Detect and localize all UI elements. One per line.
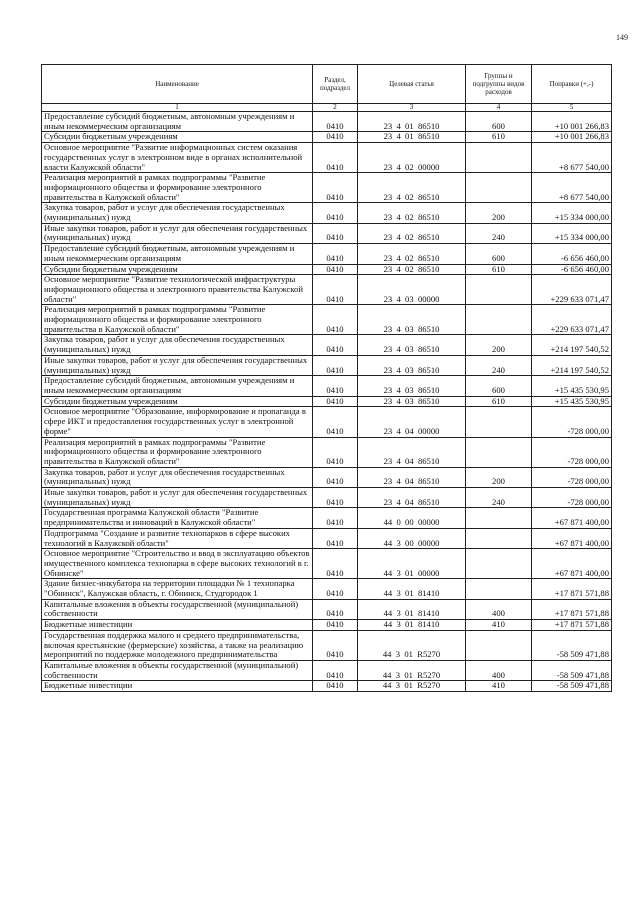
- cell-group: [466, 579, 532, 599]
- cell-section: 0410: [313, 620, 358, 631]
- cell-amount: -6 656 460,00: [532, 264, 612, 275]
- cell-group: 400: [466, 660, 532, 680]
- cell-group: [466, 508, 532, 528]
- cell-name: Иные закупки товаров, работ и услуг для обеспечения государственных (муниципальных) нужд: [42, 355, 313, 375]
- cell-section: 0410: [313, 223, 358, 243]
- cell-group: [466, 407, 532, 437]
- table-row: [42, 112, 612, 132]
- cell-name: Государственная программа Калужской области "Развитие предпринимательства и инноваций в Калужской области": [42, 508, 313, 528]
- cell-name: Капитальные вложения в объекты государственной (муниципальной) собственности: [42, 599, 313, 619]
- cell-group: [466, 528, 532, 548]
- cell-target: 23 4 03 86510: [358, 305, 466, 335]
- cell-amount: -728 000,00: [532, 467, 612, 487]
- table-row: [42, 630, 612, 660]
- table-row: [42, 335, 612, 355]
- table-row: [42, 660, 612, 680]
- cell-amount: +67 871 400,00: [532, 549, 612, 579]
- table-body: [42, 112, 612, 692]
- cell-amount: +10 001 266,83: [532, 132, 612, 143]
- table-row: [42, 508, 612, 528]
- cell-section: 0410: [313, 528, 358, 548]
- cell-target: 23 4 01 86510: [358, 112, 466, 132]
- cell-target: 23 4 03 00000: [358, 275, 466, 305]
- cell-target: 23 4 04 86510: [358, 488, 466, 508]
- cell-name: Закупка товаров, работ и услуг для обеспечения государственных (муниципальных) нужд: [42, 335, 313, 355]
- cell-section: 0410: [313, 681, 358, 692]
- cell-amount: +8 677 540,00: [532, 173, 612, 203]
- cell-target: 44 0 00 00000: [358, 508, 466, 528]
- cell-amount: +8 677 540,00: [532, 143, 612, 173]
- cell-target: 23 4 02 86510: [358, 223, 466, 243]
- column-number: 2: [313, 104, 358, 112]
- cell-section: 0410: [313, 467, 358, 487]
- page-number: 149: [616, 33, 628, 42]
- cell-amount: +15 435 530,95: [532, 396, 612, 407]
- cell-amount: +17 871 571,88: [532, 599, 612, 619]
- header-section: Раздел, подраздел: [313, 65, 358, 104]
- cell-group: 200: [466, 203, 532, 223]
- cell-amount: +67 871 400,00: [532, 528, 612, 548]
- header-target: Целевая статья: [358, 65, 466, 104]
- cell-section: 0410: [313, 660, 358, 680]
- cell-section: 0410: [313, 407, 358, 437]
- cell-section: 0410: [313, 244, 358, 264]
- cell-name: Иные закупки товаров, работ и услуг для обеспечения государственных (муниципальных) нужд: [42, 223, 313, 243]
- table-row: [42, 620, 612, 631]
- budget-amendments-table: [41, 64, 612, 692]
- table-row: [42, 275, 612, 305]
- cell-group: 600: [466, 244, 532, 264]
- cell-amount: +10 001 266,83: [532, 112, 612, 132]
- column-number: 5: [532, 104, 612, 112]
- cell-target: 23 4 02 00000: [358, 143, 466, 173]
- table-row: [42, 132, 612, 143]
- table-row: [42, 173, 612, 203]
- table-row: [42, 264, 612, 275]
- cell-target: 44 3 01 R5270: [358, 681, 466, 692]
- cell-section: 0410: [313, 355, 358, 375]
- cell-group: 400: [466, 599, 532, 619]
- cell-amount: +15 334 000,00: [532, 223, 612, 243]
- cell-section: 0410: [313, 376, 358, 396]
- cell-target: 23 4 04 86510: [358, 437, 466, 467]
- cell-section: 0410: [313, 143, 358, 173]
- cell-name: Основное мероприятие "Строительство и ввод в эксплуатацию объектов имущественного комплекса технопарка в сфере высоких технологий в г. Обнинске": [42, 549, 313, 579]
- cell-amount: +15 334 000,00: [532, 203, 612, 223]
- cell-amount: +214 197 540,52: [532, 355, 612, 375]
- cell-name: Предоставление субсидий бюджетным, автономным учреждениям и иным некоммерческим организациям: [42, 112, 313, 132]
- table-row: [42, 244, 612, 264]
- cell-amount: +17 871 571,88: [532, 620, 612, 631]
- cell-section: 0410: [313, 599, 358, 619]
- table-row: [42, 355, 612, 375]
- table-row: [42, 488, 612, 508]
- header-amendment: Поправки (+,-): [532, 65, 612, 104]
- cell-amount: -728 000,00: [532, 437, 612, 467]
- cell-group: 200: [466, 467, 532, 487]
- cell-section: 0410: [313, 488, 358, 508]
- header-name: Наименование: [42, 65, 313, 104]
- cell-section: 0410: [313, 275, 358, 305]
- column-number: 1: [42, 104, 313, 112]
- cell-group: 610: [466, 264, 532, 275]
- cell-target: 44 3 01 81410: [358, 620, 466, 631]
- cell-section: 0410: [313, 203, 358, 223]
- cell-name: Закупка товаров, работ и услуг для обеспечения государственных (муниципальных) нужд: [42, 203, 313, 223]
- cell-target: 23 4 02 86510: [358, 203, 466, 223]
- table-row: [42, 681, 612, 692]
- cell-group: 600: [466, 112, 532, 132]
- cell-target: 23 4 02 86510: [358, 264, 466, 275]
- table-row: [42, 528, 612, 548]
- cell-target: 44 3 01 R5270: [358, 660, 466, 680]
- cell-section: 0410: [313, 305, 358, 335]
- cell-name: Государственная поддержка малого и среднего предпринимательства, включая крестьянские (фермерские) хозяйства, а также на реализацию мероприятий по поддержке молодежного предпринимательства: [42, 630, 313, 660]
- cell-section: 0410: [313, 335, 358, 355]
- cell-name: Бюджетные инвестиции: [42, 620, 313, 631]
- table-row: [42, 549, 612, 579]
- column-number: 4: [466, 104, 532, 112]
- table-row: [42, 143, 612, 173]
- table-row: [42, 376, 612, 396]
- cell-amount: +214 197 540,52: [532, 335, 612, 355]
- cell-section: 0410: [313, 630, 358, 660]
- cell-group: 610: [466, 396, 532, 407]
- cell-target: 23 4 04 00000: [358, 407, 466, 437]
- cell-name: Основное мероприятие "Развитие технологической инфраструктуры информационного общества и электронного правительства Калужской области": [42, 275, 313, 305]
- cell-amount: +67 871 400,00: [532, 508, 612, 528]
- table-row: [42, 407, 612, 437]
- cell-amount: -728 000,00: [532, 488, 612, 508]
- table-row: [42, 437, 612, 467]
- cell-group: 410: [466, 681, 532, 692]
- cell-group: [466, 275, 532, 305]
- cell-name: Подпрограмма "Создание и развитие технопарков в сфере высоких технологий в Калужской области": [42, 528, 313, 548]
- cell-name: Субсидии бюджетным учреждениям: [42, 132, 313, 143]
- cell-target: 44 3 01 81410: [358, 579, 466, 599]
- cell-amount: +15 435 530,95: [532, 376, 612, 396]
- cell-name: Субсидии бюджетным учреждениям: [42, 264, 313, 275]
- cell-name: Основное мероприятие "Развитие информационных систем оказания государственных услуг в электронном виде в органах исполнительной власти Калужской области": [42, 143, 313, 173]
- cell-amount: +229 633 071,47: [532, 305, 612, 335]
- cell-target: 23 4 04 86510: [358, 467, 466, 487]
- cell-group: 600: [466, 376, 532, 396]
- cell-name: Субсидии бюджетным учреждениям: [42, 396, 313, 407]
- cell-group: 240: [466, 355, 532, 375]
- cell-target: 23 4 03 86510: [358, 355, 466, 375]
- cell-section: 0410: [313, 508, 358, 528]
- table-row: [42, 203, 612, 223]
- cell-target: 44 3 00 00000: [358, 528, 466, 548]
- cell-section: 0410: [313, 549, 358, 579]
- cell-name: Реализация мероприятий в рамках подпрограммы "Развитие информационного общества и формирование электронного правительства в Калужской области": [42, 305, 313, 335]
- cell-group: [466, 143, 532, 173]
- cell-amount: +229 633 071,47: [532, 275, 612, 305]
- cell-group: 240: [466, 223, 532, 243]
- cell-name: Реализация мероприятий в рамках подпрограммы "Развитие информационного общества и формирование электронного правительства в Калужской области": [42, 437, 313, 467]
- cell-name: Закупка товаров, работ и услуг для обеспечения государственных (муниципальных) нужд: [42, 467, 313, 487]
- cell-amount: -58 509 471,88: [532, 660, 612, 680]
- cell-target: 23 4 02 86510: [358, 173, 466, 203]
- cell-group: [466, 437, 532, 467]
- cell-group: 410: [466, 620, 532, 631]
- cell-group: [466, 173, 532, 203]
- cell-amount: -58 509 471,88: [532, 630, 612, 660]
- cell-group: 610: [466, 132, 532, 143]
- cell-amount: -728 000,00: [532, 407, 612, 437]
- cell-amount: -6 656 460,00: [532, 244, 612, 264]
- cell-group: [466, 549, 532, 579]
- cell-group: 200: [466, 335, 532, 355]
- cell-target: 23 4 03 86510: [358, 376, 466, 396]
- cell-name: Бюджетные инвестиции: [42, 681, 313, 692]
- cell-target: 44 3 01 00000: [358, 549, 466, 579]
- cell-name: Предоставление субсидий бюджетным, автономным учреждениям и иным некоммерческим организациям: [42, 244, 313, 264]
- cell-section: 0410: [313, 264, 358, 275]
- cell-target: 23 4 01 86510: [358, 132, 466, 143]
- cell-target: 23 4 03 86510: [358, 396, 466, 407]
- cell-section: 0410: [313, 396, 358, 407]
- cell-group: 240: [466, 488, 532, 508]
- cell-section: 0410: [313, 173, 358, 203]
- cell-amount: +17 871 571,88: [532, 579, 612, 599]
- cell-name: Реализация мероприятий в рамках подпрограммы "Развитие информационного общества и формирование электронного правительства в Калужской области": [42, 173, 313, 203]
- table-row: [42, 223, 612, 243]
- table-row: [42, 396, 612, 407]
- header-group: Группы и подгруппы видов расходов: [466, 65, 532, 104]
- cell-section: 0410: [313, 437, 358, 467]
- table-row: [42, 599, 612, 619]
- cell-section: 0410: [313, 132, 358, 143]
- cell-name: Предоставление субсидий бюджетным, автономным учреждениям и иным некоммерческим организациям: [42, 376, 313, 396]
- cell-group: [466, 630, 532, 660]
- table-header-row: [42, 65, 612, 104]
- cell-section: 0410: [313, 579, 358, 599]
- table-row: [42, 579, 612, 599]
- cell-group: [466, 305, 532, 335]
- cell-target: 44 3 01 81410: [358, 599, 466, 619]
- cell-name: Иные закупки товаров, работ и услуг для обеспечения государственных (муниципальных) нужд: [42, 488, 313, 508]
- cell-target: 23 4 02 86510: [358, 244, 466, 264]
- table-row: [42, 467, 612, 487]
- cell-amount: -58 509 471,88: [532, 681, 612, 692]
- cell-name: Здание бизнес-инкубатора на территории площадки № 1 технопарка "Обнинск", Калужская область, г. Обнинск, Студгородок 1: [42, 579, 313, 599]
- cell-section: 0410: [313, 112, 358, 132]
- table-row: [42, 305, 612, 335]
- column-number: 3: [358, 104, 466, 112]
- cell-target: 23 4 03 86510: [358, 335, 466, 355]
- cell-name: Капитальные вложения в объекты государственной (муниципальной) собственности: [42, 660, 313, 680]
- cell-target: 44 3 01 R5270: [358, 630, 466, 660]
- cell-name: Основное мероприятие "Образование, информирование и пропаганда в сфере ИКТ и предоставления государственных услуг в электронной форме": [42, 407, 313, 437]
